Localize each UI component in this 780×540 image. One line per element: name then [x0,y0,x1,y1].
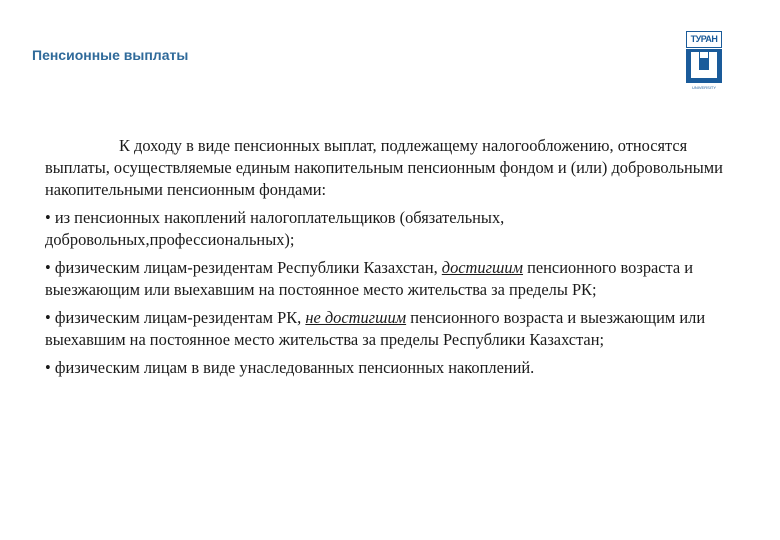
bullet-text: пенсионного возраста и выезжающим или выехавшим на постоянное место жительства за пределы РК; [45,258,694,299]
logo-subtext: UNIVERSITY [691,85,716,90]
bullet-item-residents-reached [45,257,745,301]
bullet-item-accumulations: • из пенсионных накоплений налогоплательщиков (обязательных, добровольных,профессиональных); [45,208,505,249]
main-text [45,135,745,379]
page-title: Пенсионные выплаты [32,47,189,63]
emphasis-text: достигшим [441,258,524,277]
logo-emblem-icon [686,49,722,83]
emphasis-text: не достигшим [305,308,407,327]
turan-logo [686,31,722,91]
bullet-item-residents-not-reached [45,307,745,351]
logo-wordmark: ТУРАН [686,31,722,48]
bullet-item-inherited: • физическим лицам в виде унаследованных пенсионных накоплений. [45,358,535,377]
intro-paragraph: К доходу в виде пенсионных выплат, подлежащему налогообложению, относятся выплаты, осуществляемые единым накопительным пенсионным фондом и (или) добровольными накопительными пенсионным фондами: [45,136,723,199]
bullet-text: пенсионного возраста и выезжающим или выехавшим на постоянное место жительства за пределы Республики Казахстан; [45,308,706,349]
bullet-text: • физическим лицам-резидентам РК, [45,308,306,327]
bullet-text: • физическим лицам-резидентам Республики Казахстан, [45,258,442,277]
